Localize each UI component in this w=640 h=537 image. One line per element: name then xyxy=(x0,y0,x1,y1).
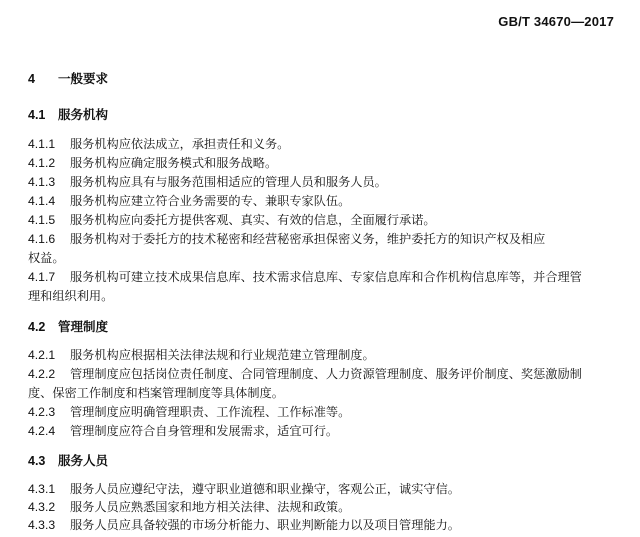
clause-text: 服务机构应向委托方提供客观、真实、有效的信息，全面履行承诺。 xyxy=(70,213,436,227)
clause-text: 服务机构应建立符合业务需要的专、兼职专家队伍。 xyxy=(70,194,351,208)
clause-text: 服务机构可建立技术成果信息库、技术需求信息库、专家信息库和合作机构信息库等，并合理管 xyxy=(70,270,582,284)
clause-4-2-1 xyxy=(28,347,614,364)
clause-number: 4.1.4 xyxy=(28,194,56,208)
clause-text: 服务机构应依法成立，承担责任和义务。 xyxy=(70,137,290,151)
section-title: 服务机构 xyxy=(58,107,109,122)
clause-text: 服务人员应具备较强的市场分析能力、职业判断能力以及项目管理能力。 xyxy=(70,518,460,532)
clause-text: 服务机构对于委托方的技术秘密和经营秘密承担保密义务，维护委托方的知识产权及相应 xyxy=(70,232,546,246)
clause-text: 服务人员应遵纪守法，遵守职业道德和职业操守，客观公正，诚实守信。 xyxy=(70,482,460,496)
clause-4-1-2 xyxy=(28,155,614,172)
clause-number: 4.1.7 xyxy=(28,270,56,284)
clause-4-2-2 xyxy=(28,366,614,383)
clause-text: 服务机构应根据相关法律法规和行业规范建立管理制度。 xyxy=(70,348,375,362)
clause-number: 4.2.3 xyxy=(28,405,56,419)
clause-number: 4.3.1 xyxy=(28,482,56,496)
clause-number: 4.2.2 xyxy=(28,367,56,381)
clause-4-1-4 xyxy=(28,193,614,210)
section-number: 4.1 xyxy=(28,108,46,122)
section-number: 4.2 xyxy=(28,320,46,334)
clause-4-3-2 xyxy=(28,499,614,516)
clause-number: 4.3.2 xyxy=(28,500,56,514)
clause-number: 4.1.2 xyxy=(28,156,56,170)
clause-number: 4.1.3 xyxy=(28,175,56,189)
clause-4-2-4 xyxy=(28,423,614,440)
clause-4-1-6-continued: 权益。 xyxy=(28,251,65,265)
section-heading-4-3 xyxy=(28,452,614,470)
section-heading-4-2 xyxy=(28,318,614,336)
clause-number: 4.1.5 xyxy=(28,213,56,227)
clause-4-1-6 xyxy=(28,231,614,248)
section-number: 4 xyxy=(28,72,35,86)
clause-number: 4.3.3 xyxy=(28,518,56,532)
section-number: 4.3 xyxy=(28,454,46,468)
section-title: 服务人员 xyxy=(58,453,109,468)
clause-text: 服务机构应确定服务模式和服务战略。 xyxy=(70,156,278,170)
clause-4-3-1 xyxy=(28,481,614,498)
section-heading-4-1 xyxy=(28,106,614,124)
clause-4-2-3 xyxy=(28,404,614,421)
clause-4-3-3 xyxy=(28,517,614,534)
clause-number: 4.1.1 xyxy=(28,137,56,151)
clause-text: 管理制度应包括岗位责任制度、合同管理制度、人力资源管理制度、服务评价制度、奖惩激励制 xyxy=(70,367,582,381)
clause-text: 服务人员应熟悉国家和地方相关法律、法规和政策。 xyxy=(70,500,351,514)
clause-text: 管理制度应明确管理职责、工作流程、工作标准等。 xyxy=(70,405,351,419)
section-heading-4 xyxy=(28,70,614,88)
clause-text: 管理制度应符合自身管理和发展需求，适宜可行。 xyxy=(70,424,339,438)
clause-4-2-2-continued: 度、保密工作制度和档案管理制度等具体制度。 xyxy=(28,386,284,400)
clause-4-1-3 xyxy=(28,174,614,191)
clause-4-1-5 xyxy=(28,212,614,229)
standard-code: GB/T 34670—2017 xyxy=(498,14,614,29)
section-title: 管理制度 xyxy=(58,319,109,334)
clause-text: 服务机构应具有与服务范围相适应的管理人员和服务人员。 xyxy=(70,175,387,189)
clause-4-1-1 xyxy=(28,136,614,153)
clause-number: 4.2.4 xyxy=(28,424,56,438)
section-title: 一般要求 xyxy=(58,71,109,86)
clause-4-1-7 xyxy=(28,269,614,286)
clause-number: 4.2.1 xyxy=(28,348,56,362)
clause-number: 4.1.6 xyxy=(28,232,56,246)
clause-4-1-7-continued: 理和组织利用。 xyxy=(28,289,114,303)
